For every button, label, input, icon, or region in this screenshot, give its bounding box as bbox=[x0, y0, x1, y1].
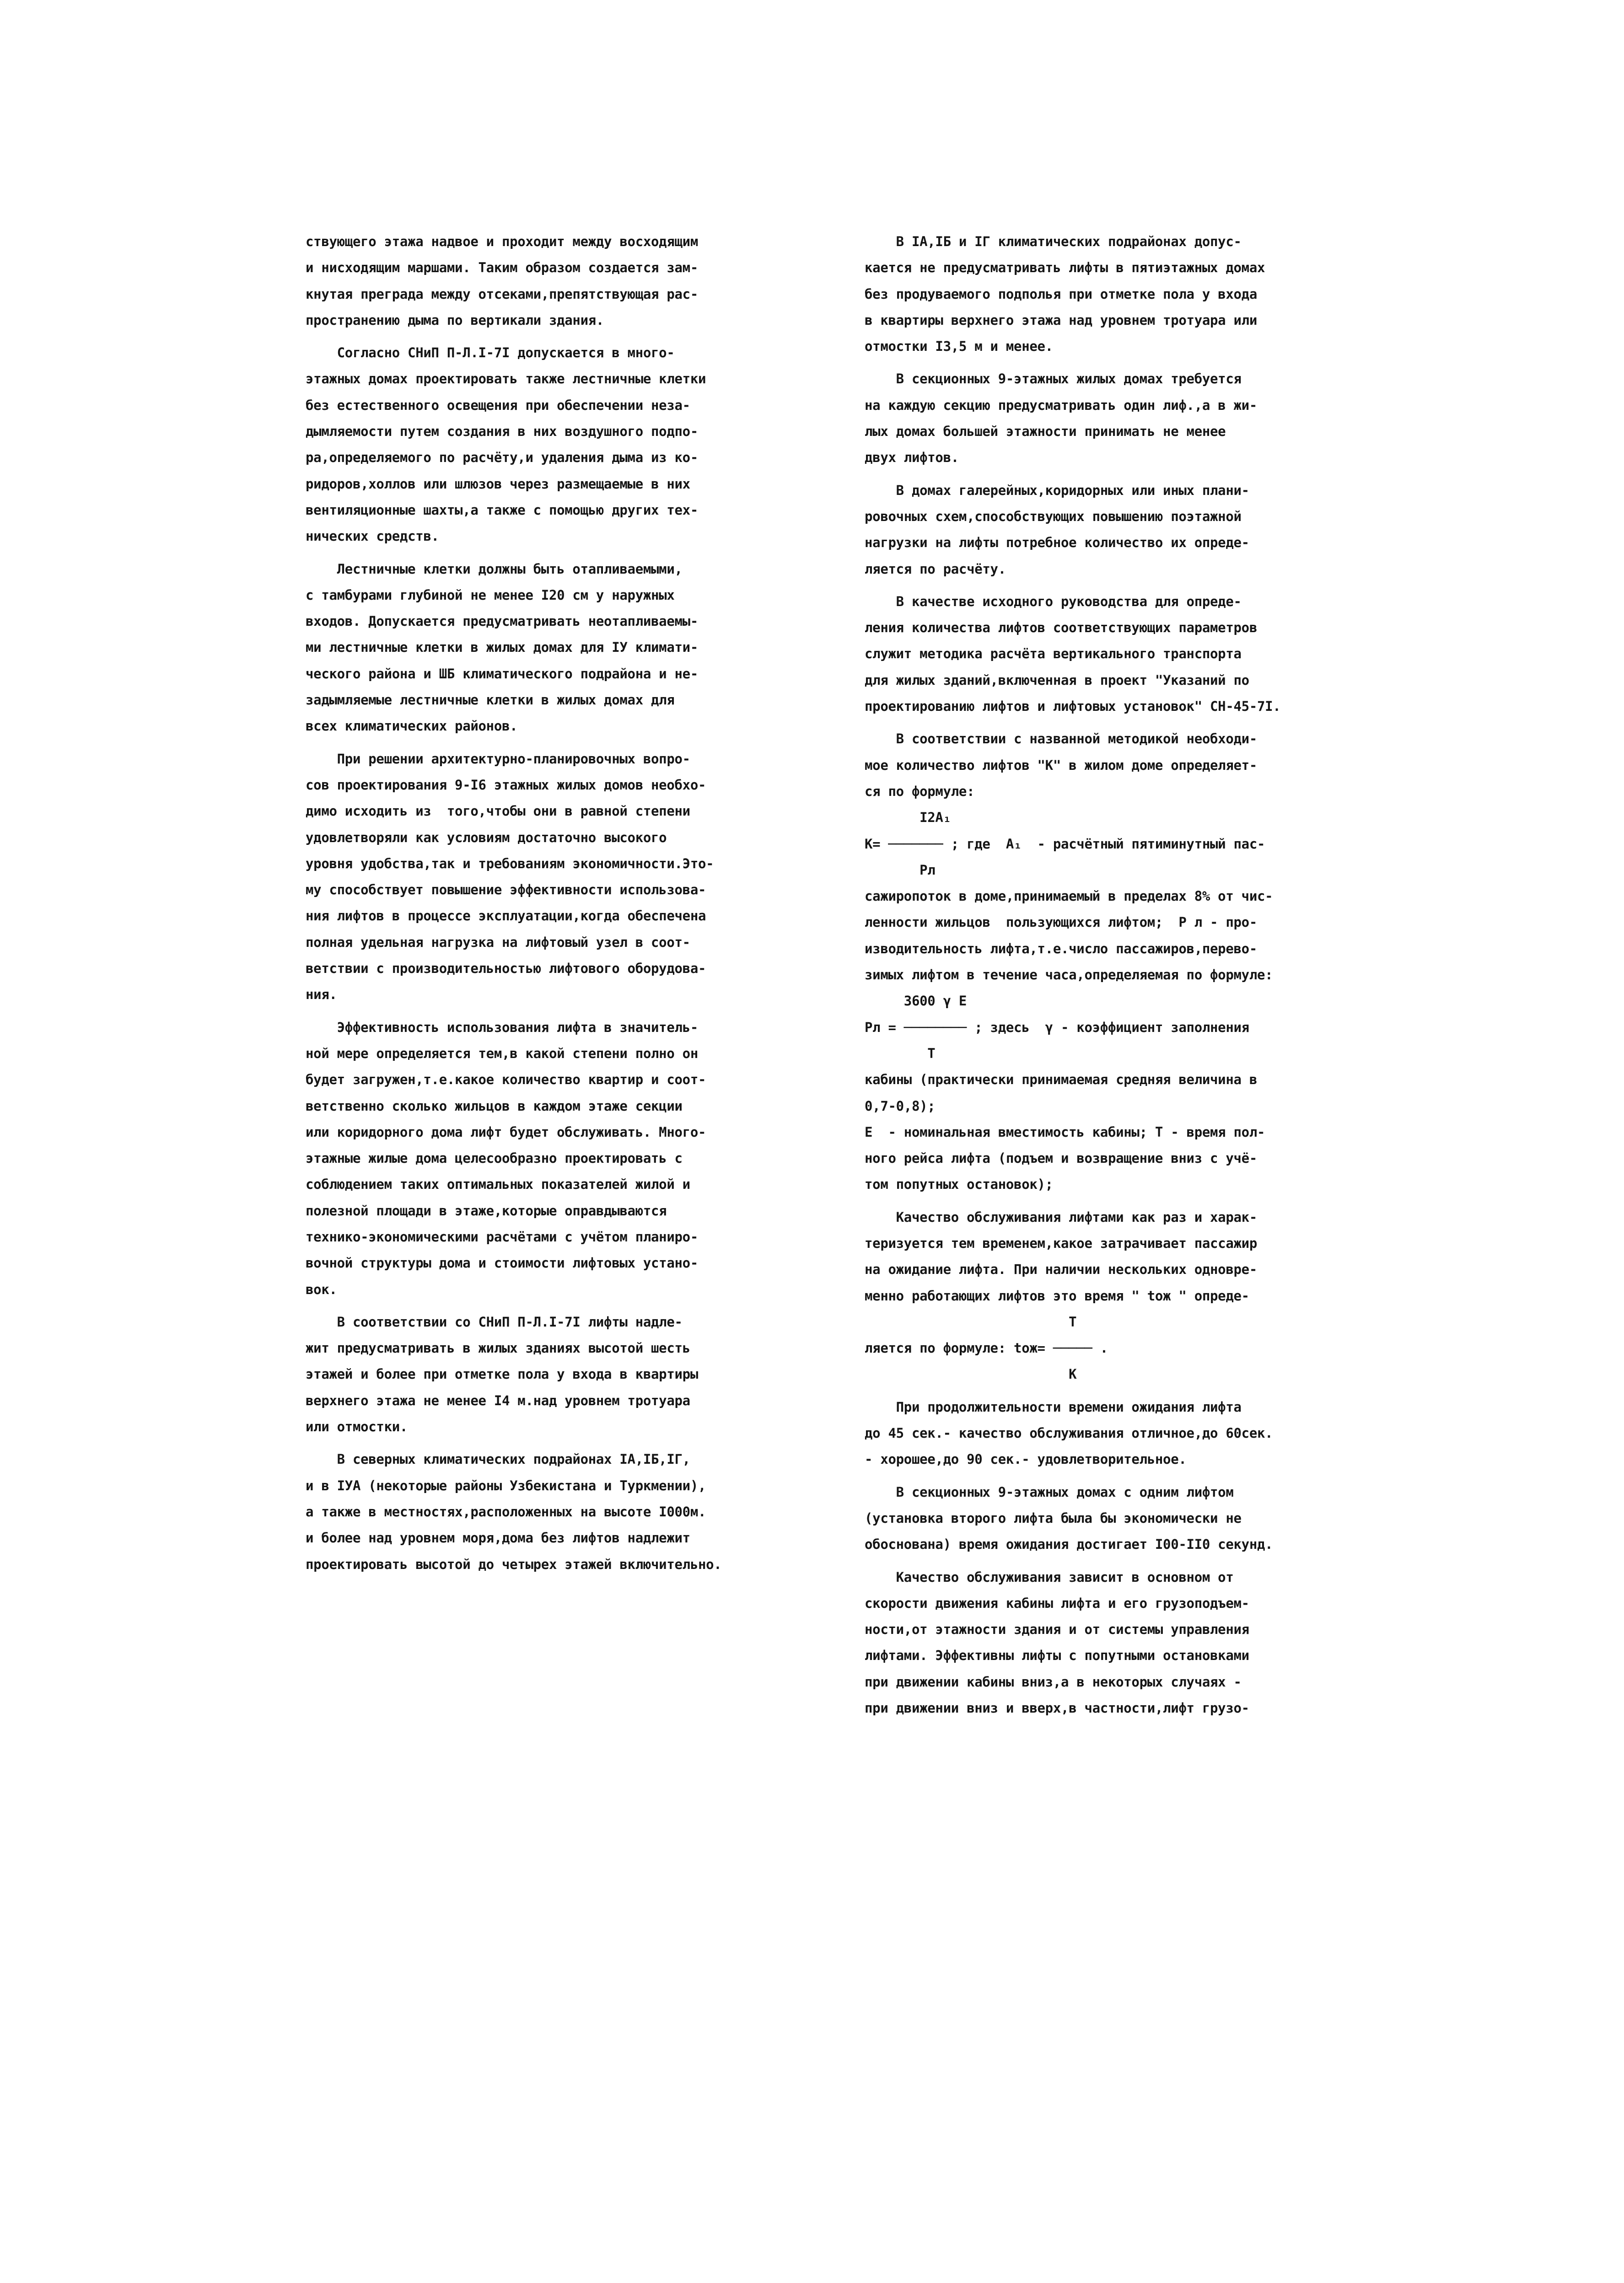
text-line: ветственно сколько жильцов в каждом этаже секции bbox=[306, 1098, 683, 1114]
text-line: входов. Допускается предусматривать неотапливаемы- bbox=[306, 613, 698, 629]
text-line: ридоров,холлов или шлюзов через размещаемые в них bbox=[306, 476, 690, 492]
paragraph-gap bbox=[865, 1558, 1363, 1564]
text-line: на ожидание лифта. При наличии нескольких одновре- bbox=[865, 1262, 1257, 1278]
text-line: Рл = ──────── ; здесь γ - коэффициент заполнения bbox=[865, 1019, 1249, 1035]
text-line: зимых лифтом в течение часа,определяемая по формуле: bbox=[865, 967, 1273, 983]
text-line: с тамбурами глубиной не менее I20 см у наружных bbox=[306, 587, 675, 603]
text-line: (установка второго лифта была бы экономически не bbox=[865, 1510, 1242, 1526]
text-line: - хорошее,до 90 сек.- удовлетворительное. bbox=[865, 1451, 1187, 1467]
text-line: нагрузки на лифты потребное количество их опреде- bbox=[865, 535, 1249, 551]
text-line: сов проектирования 9-I6 этажных жилых домов необхо- bbox=[306, 777, 706, 793]
text-line: В качестве исходного руководства для опреде- bbox=[865, 593, 1242, 609]
right-text-column bbox=[865, 229, 1363, 1721]
text-line: будет загружен,т.е.какое количество квартир и соот- bbox=[306, 1072, 706, 1088]
text-line: мое количество лифтов "К" в жилом доме определяет- bbox=[865, 757, 1257, 773]
text-line: или коридорного дома лифт будет обслуживать. Много- bbox=[306, 1124, 706, 1140]
paragraph-gap bbox=[306, 740, 802, 746]
text-line: всех климатических районов. bbox=[306, 718, 518, 734]
text-line: проектированию лифтов и лифтовых установок" СН-45-7I. bbox=[865, 698, 1281, 714]
paragraph-gap bbox=[865, 1198, 1363, 1204]
text-line: Качество обслуживания лифтами как раз и харак- bbox=[865, 1209, 1257, 1225]
text-line: на каждую секцию предусматривать один лиф.,а в жи- bbox=[865, 397, 1257, 413]
text-line: при движении вниз и вверх,в частности,лифт грузо- bbox=[865, 1700, 1249, 1716]
text-line: обоснована) время ожидания достигает I00-II0 секунд. bbox=[865, 1536, 1273, 1552]
text-line: полная удельная нагрузка на лифтовый узел в соот- bbox=[306, 934, 690, 950]
text-line: в квартиры верхнего этажа над уровнем тротуара или bbox=[865, 312, 1257, 328]
text-line: При продолжительности времени ожидания лифта bbox=[865, 1399, 1242, 1415]
text-line: том попутных остановок); bbox=[865, 1176, 1053, 1193]
text-line: ровочных схем,способствующих повышению поэтажной bbox=[865, 508, 1242, 524]
text-line: Согласно СНиП П-Л.I-7I допускается в много- bbox=[306, 345, 675, 361]
text-line: этажные жилые дома целесообразно проектировать с bbox=[306, 1150, 683, 1166]
text-line: T bbox=[865, 1045, 936, 1061]
text-line: В секционных 9-этажных домах с одним лифтом bbox=[865, 1484, 1234, 1500]
text-line: ности,от этажности здания и от системы управления bbox=[865, 1622, 1249, 1638]
text-line: жит предусматривать в жилых зданиях высотой шесть bbox=[306, 1340, 690, 1356]
text-line: ветствии с производительностью лифтового оборудова- bbox=[306, 961, 706, 977]
text-line: отмостки I3,5 м и менее. bbox=[865, 338, 1053, 355]
text-line: В домах галерейных,коридорных или иных плани- bbox=[865, 482, 1249, 498]
text-line: при движении кабины вниз,а в некоторых случаях - bbox=[865, 1674, 1242, 1690]
text-line: без продуваемого подполья при отметке пола у входа bbox=[865, 286, 1257, 302]
text-line: T bbox=[865, 1314, 1077, 1330]
text-line: и в IУА (некоторые районы Узбекистана и Туркмении), bbox=[306, 1477, 706, 1493]
text-line: до 45 сек.- качество обслуживания отличное,до 60сек. bbox=[865, 1425, 1273, 1441]
paragraph-gap bbox=[865, 1388, 1363, 1394]
text-line: кнутая преграда между отсеками,препятствующая рас- bbox=[306, 286, 698, 302]
text-line: Е - номинальная вместимость кабины; Т - время пол- bbox=[865, 1124, 1265, 1140]
text-line: ленности жильцов пользующихся лифтом; Р л - про- bbox=[865, 914, 1257, 930]
text-line: I2A₁ bbox=[865, 810, 951, 826]
text-line: уровня удобства,так и требованиям экономичности.Это- bbox=[306, 855, 714, 871]
text-line: Качество обслуживания зависит в основном от bbox=[865, 1569, 1234, 1585]
text-line: ляется по расчёту. bbox=[865, 561, 1006, 577]
text-line: ления количества лифтов соответствующих параметров bbox=[865, 620, 1257, 636]
text-line: кается не предусматривать лифты в пятиэтажных домах bbox=[865, 260, 1265, 276]
text-line: задымляемые лестничные клетки в жилых домах для bbox=[306, 692, 675, 708]
text-line: лифтами. Эффективны лифты с попутными остановками bbox=[865, 1648, 1249, 1664]
text-line: и более над уровнем моря,дома без лифтов надлежит bbox=[306, 1530, 690, 1546]
text-line: Лестничные клетки должны быть отапливаемыми, bbox=[306, 561, 683, 577]
paragraph-gap bbox=[306, 1008, 802, 1015]
text-line: Эффективность использования лифта в значитель- bbox=[306, 1019, 698, 1035]
text-line: этажей и более при отметке пола у входа в квартиры bbox=[306, 1366, 698, 1382]
text-line: В IA,IБ и IГ климатических подрайонах допус- bbox=[865, 234, 1242, 249]
text-line: нических средств. bbox=[306, 528, 439, 544]
text-line: му способствует повышение эффективности использова- bbox=[306, 882, 706, 898]
paragraph-gap bbox=[865, 471, 1363, 478]
text-line: этажных домах проектировать также лестничные клетки bbox=[306, 371, 706, 387]
text-line: 3600 γ E bbox=[865, 993, 967, 1009]
text-line: В секционных 9-этажных жилых домах требуется bbox=[865, 371, 1242, 387]
text-line: для жилых зданий,включенная в проект "Указаний по bbox=[865, 672, 1249, 688]
text-line: В соответствии с названной методикой необходи- bbox=[865, 731, 1257, 747]
paragraph-gap bbox=[865, 582, 1363, 589]
text-line: сажиропоток в доме,принимаемый в пределах 8% от чис- bbox=[865, 888, 1273, 904]
text-line: и нисходящим маршами. Таким образом создается зам- bbox=[306, 260, 698, 276]
text-line: ствующего этажа надвое и проходит между восходящим bbox=[306, 234, 698, 249]
text-line: пространению дыма по вертикали здания. bbox=[306, 312, 604, 328]
left-text-column bbox=[306, 229, 802, 1578]
text-line: ческого района и ШБ климатического подрайона и не- bbox=[306, 666, 698, 682]
text-line: ния лифтов в процессе эксплуатации,когда обеспечена bbox=[306, 908, 706, 924]
text-line: В северных климатических подрайонах IA,IБ,IГ, bbox=[306, 1451, 690, 1467]
text-line: ляется по формуле: tож= ───── . bbox=[865, 1340, 1108, 1356]
text-line: проектировать высотой до четырех этажей включительно. bbox=[306, 1556, 722, 1572]
text-line: Pл bbox=[865, 862, 936, 878]
text-line: или отмостки. bbox=[306, 1419, 408, 1435]
text-line: теризуется тем временем,какое затрачивает пассажир bbox=[865, 1235, 1257, 1251]
text-line: соблюдением таких оптимальных показателей жилой и bbox=[306, 1176, 690, 1193]
text-line: К= ─────── ; где A₁ - расчётный пятиминутный пас- bbox=[865, 836, 1265, 852]
paragraph-gap bbox=[306, 1303, 802, 1309]
text-line: 0,7-0,8); bbox=[865, 1098, 936, 1114]
text-line: удовлетворяли как условиям достаточно высокого bbox=[306, 829, 667, 845]
paragraph-gap bbox=[306, 1440, 802, 1446]
text-line: верхнего этажа не менее I4 м.над уровнем тротуара bbox=[306, 1392, 690, 1408]
text-line: ной мере определяется тем,в какой степени полно он bbox=[306, 1045, 698, 1061]
text-line: двух лифтов. bbox=[865, 450, 959, 466]
paragraph-gap bbox=[306, 333, 802, 340]
text-line: технико-экономическими расчётами с учётом планиро- bbox=[306, 1229, 698, 1245]
text-line: В соответствии со СНиП П-Л.I-7I лифты надле- bbox=[306, 1314, 683, 1330]
text-line: без естественного освещения при обеспечении неза- bbox=[306, 397, 690, 413]
text-line: ния. bbox=[306, 987, 337, 1003]
text-line: лых домах большей этажности принимать не менее bbox=[865, 424, 1226, 440]
text-line: димо исходить из того,чтобы они в равной степени bbox=[306, 803, 690, 819]
text-line: служит методика расчёта вертикального транспорта bbox=[865, 646, 1242, 662]
text-line: ся по формуле: bbox=[865, 783, 975, 799]
text-line: изводительность лифта,т.е.число пассажиров,перево- bbox=[865, 940, 1257, 956]
paragraph-gap bbox=[865, 360, 1363, 366]
paragraph-gap bbox=[306, 550, 802, 556]
text-line: ного рейса лифта (подъем и возвращение вниз с учё- bbox=[865, 1150, 1257, 1166]
text-line: При решении архитектурно-планировочных вопро- bbox=[306, 751, 690, 767]
text-line: кабины (практически принимаемая средняя величина в bbox=[865, 1072, 1257, 1088]
text-line: полезной площади в этаже,которые оправдываются bbox=[306, 1203, 667, 1219]
text-line: ра,определяемого по расчёту,и удаления дыма из ко- bbox=[306, 450, 698, 466]
text-line: вочной структуры дома и стоимости лифтовых устано- bbox=[306, 1255, 698, 1271]
text-line: дымляемости путем создания в них воздушного подпо- bbox=[306, 424, 698, 440]
text-line: скорости движения кабины лифта и его грузоподъем- bbox=[865, 1595, 1249, 1611]
text-line: ми лестничные клетки в жилых домах для IУ климати- bbox=[306, 639, 698, 655]
text-line: а также в местностях,расположенных на высоте I000м. bbox=[306, 1504, 706, 1520]
paragraph-gap bbox=[865, 1473, 1363, 1479]
text-line: вентиляционные шахты,а также с помощью других тех- bbox=[306, 502, 698, 518]
text-line: вок. bbox=[306, 1281, 337, 1297]
text-line: K bbox=[865, 1366, 1077, 1382]
paragraph-gap bbox=[865, 720, 1363, 726]
text-line: менно работающих лифтов это время " tож " опреде- bbox=[865, 1288, 1249, 1304]
